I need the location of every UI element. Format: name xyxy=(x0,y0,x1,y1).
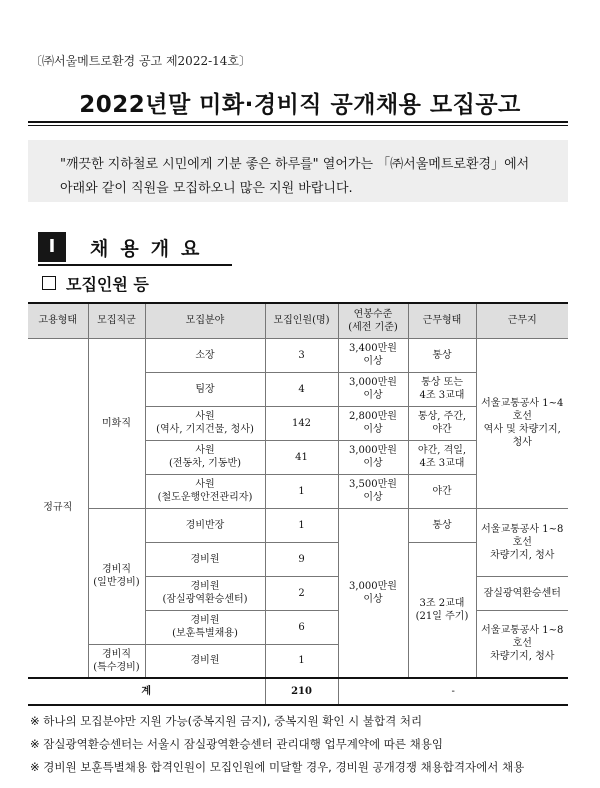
count-cell: 1 xyxy=(265,474,338,508)
group-line1: 경비직 xyxy=(102,648,131,660)
field-line1: 사원 xyxy=(195,479,215,490)
location-jamsil: 잠실광역환승센터 xyxy=(476,576,568,610)
location-security-2 xyxy=(476,610,568,678)
work-line1: 야간 xyxy=(432,485,452,497)
field-cell xyxy=(145,542,265,576)
employment-type-cell: 정규직 xyxy=(28,338,88,678)
header-work-type: 근무형태 xyxy=(408,303,476,338)
field-cell xyxy=(145,508,265,542)
field-cell xyxy=(145,576,265,610)
header-salary-line1: 연봉수준 xyxy=(353,308,393,320)
salary-line1: 3,500만원 xyxy=(349,479,397,490)
notice-number: 〔㈜서울메트로환경 공고 제2022-14호〕 xyxy=(30,54,252,68)
salary-line2: 이상 xyxy=(363,424,383,435)
title-divider xyxy=(28,121,568,123)
field-cell xyxy=(145,406,265,440)
location-line2: 차량기지, 청사 xyxy=(490,549,555,561)
field-line1: 경비원 xyxy=(190,655,220,667)
work-type-cell xyxy=(408,474,476,508)
location-line2: 차량기지, 청사 xyxy=(490,651,555,663)
location-security-1 xyxy=(476,508,568,576)
field-line1: 팀장 xyxy=(195,383,215,395)
count-cell: 9 xyxy=(265,542,338,576)
salary-security xyxy=(338,508,408,678)
header-location: 근무지 xyxy=(476,303,568,338)
count-cell: 1 xyxy=(265,644,338,678)
field-line1: 경비원 xyxy=(190,553,220,565)
note-2: ※ 잠실광역환승센터는 서울시 잠실광역환승센터 관리대행 업무계약에 따른 채용임 xyxy=(30,737,443,751)
work-line2: 4조 3교대 xyxy=(419,390,465,401)
salary-cell xyxy=(338,406,408,440)
salary-line2: 이상 xyxy=(363,593,383,605)
field-line1: 사원 xyxy=(195,445,215,456)
subsection-title: 모집인원 등 xyxy=(66,275,149,294)
salary-line1: 3,400만원 xyxy=(349,343,397,354)
count-cell: 2 xyxy=(265,576,338,610)
table-row xyxy=(28,338,568,372)
work-type-cell xyxy=(408,440,476,474)
salary-cell xyxy=(338,474,408,508)
field-line2: (잠실광역환승센터) xyxy=(162,594,248,605)
salary-line1: 3,000만원 xyxy=(349,445,397,456)
table-header-row xyxy=(28,303,568,338)
intro-line-2: 아래와 같이 직원을 모집하오니 많은 지원 바랍니다. xyxy=(60,181,353,196)
count-cell: 142 xyxy=(265,406,338,440)
field-cell xyxy=(145,474,265,508)
field-line1: 사원 xyxy=(195,411,215,422)
location-cleaning xyxy=(476,338,568,508)
job-group-security-special xyxy=(88,644,145,678)
location-line1: 서울교통공사 1~4호선 xyxy=(481,398,564,422)
work-line1: 통상 xyxy=(432,349,452,361)
field-cell xyxy=(145,372,265,406)
count-cell: 41 xyxy=(265,440,338,474)
work-line2: 4조 3교대 xyxy=(419,458,465,469)
group-line2: (일반경비) xyxy=(93,577,140,588)
total-count: 210 xyxy=(265,678,338,705)
work-line1: 통상, 주간, xyxy=(417,411,467,422)
work-line1: 3조 2교대 xyxy=(419,597,465,609)
field-line1: 경비원 xyxy=(190,581,220,592)
work-type-cell xyxy=(408,406,476,440)
salary-line2: 이상 xyxy=(363,356,383,367)
work-line2: (21일 주기) xyxy=(415,610,469,622)
field-line1: 경비원 xyxy=(190,615,220,626)
work-type-security-shift xyxy=(408,542,476,678)
salary-line2: 이상 xyxy=(363,492,383,503)
location-line2: 역사 및 차량기지, 청사 xyxy=(483,424,561,448)
work-type-cell xyxy=(408,338,476,372)
job-group-cleaning: 미화직 xyxy=(88,338,145,508)
intro-line-1: "깨끗한 지하철로 시민에게 기분 좋은 하루를" 열어가는 「㈜서울메트로환경」에서 xyxy=(60,157,530,172)
field-line2: (철도운행안전관리자) xyxy=(157,492,253,503)
header-headcount: 모집인원(명) xyxy=(265,303,338,338)
field-line2: (전동차, 기동반) xyxy=(168,458,242,469)
field-cell xyxy=(145,338,265,372)
salary-cell xyxy=(338,440,408,474)
location-line1: 서울교통공사 1~8호선 xyxy=(481,523,564,548)
page-title: 2022년말 미화·경비직 공개채용 모집공고 xyxy=(79,92,521,118)
location-line1: 서울교통공사 1~8호선 xyxy=(481,625,564,650)
header-salary xyxy=(338,303,408,338)
note-3: ※ 경비원 보훈특별채용 합격인원이 모집인원에 미달할 경우, 경비원 공개경쟁 채용합격자에서 채용 xyxy=(30,760,525,774)
checkbox-square-icon xyxy=(42,276,56,290)
header-job-group: 모집직군 xyxy=(88,303,145,338)
group-line1: 경비직 xyxy=(102,564,131,575)
salary-cell xyxy=(338,338,408,372)
section-title: 채용개요 xyxy=(90,238,212,260)
work-type-cell: 통상 xyxy=(408,508,476,542)
count-cell: 4 xyxy=(265,372,338,406)
field-cell xyxy=(145,610,265,644)
field-line2: (역사, 기지건물, 청사) xyxy=(156,424,254,435)
total-label: 계 xyxy=(28,678,265,705)
count-cell: 6 xyxy=(265,610,338,644)
group-line2: (특수경비) xyxy=(93,661,140,673)
field-line2: (보훈특별채용) xyxy=(172,628,238,639)
salary-line1: 3,000만원 xyxy=(349,377,397,388)
work-line1: 통상 또는 xyxy=(421,377,463,388)
field-cell xyxy=(145,440,265,474)
salary-line2: 이상 xyxy=(363,458,383,469)
section-number-badge: Ⅰ xyxy=(38,232,66,262)
section-underline xyxy=(38,264,232,266)
header-salary-line2: (세전 기준) xyxy=(348,321,398,333)
note-1: ※ 하나의 모집분야만 지원 가능(중복지원 금지), 중복지원 확인 시 불합격 처리 xyxy=(30,714,423,728)
work-line2: 야간 xyxy=(432,424,452,435)
count-cell: 1 xyxy=(265,508,338,542)
field-line1: 소장 xyxy=(195,349,215,361)
field-cell xyxy=(145,644,265,678)
table-row xyxy=(28,508,568,542)
salary-line1: 3,000만원 xyxy=(349,580,397,592)
salary-line2: 이상 xyxy=(363,390,383,401)
salary-cell xyxy=(338,372,408,406)
total-rest: - xyxy=(338,678,568,705)
recruitment-table xyxy=(28,302,568,706)
title-divider-thin xyxy=(28,125,568,126)
header-employment-type: 고용형태 xyxy=(28,303,88,338)
job-group-security-general xyxy=(88,508,145,644)
field-line1: 경비반장 xyxy=(185,519,225,531)
count-cell: 3 xyxy=(265,338,338,372)
salary-line1: 2,800만원 xyxy=(349,411,397,422)
work-type-cell xyxy=(408,372,476,406)
header-field: 모집분야 xyxy=(145,303,265,338)
total-row xyxy=(28,678,568,705)
work-line1: 야간, 격일, xyxy=(417,445,467,456)
